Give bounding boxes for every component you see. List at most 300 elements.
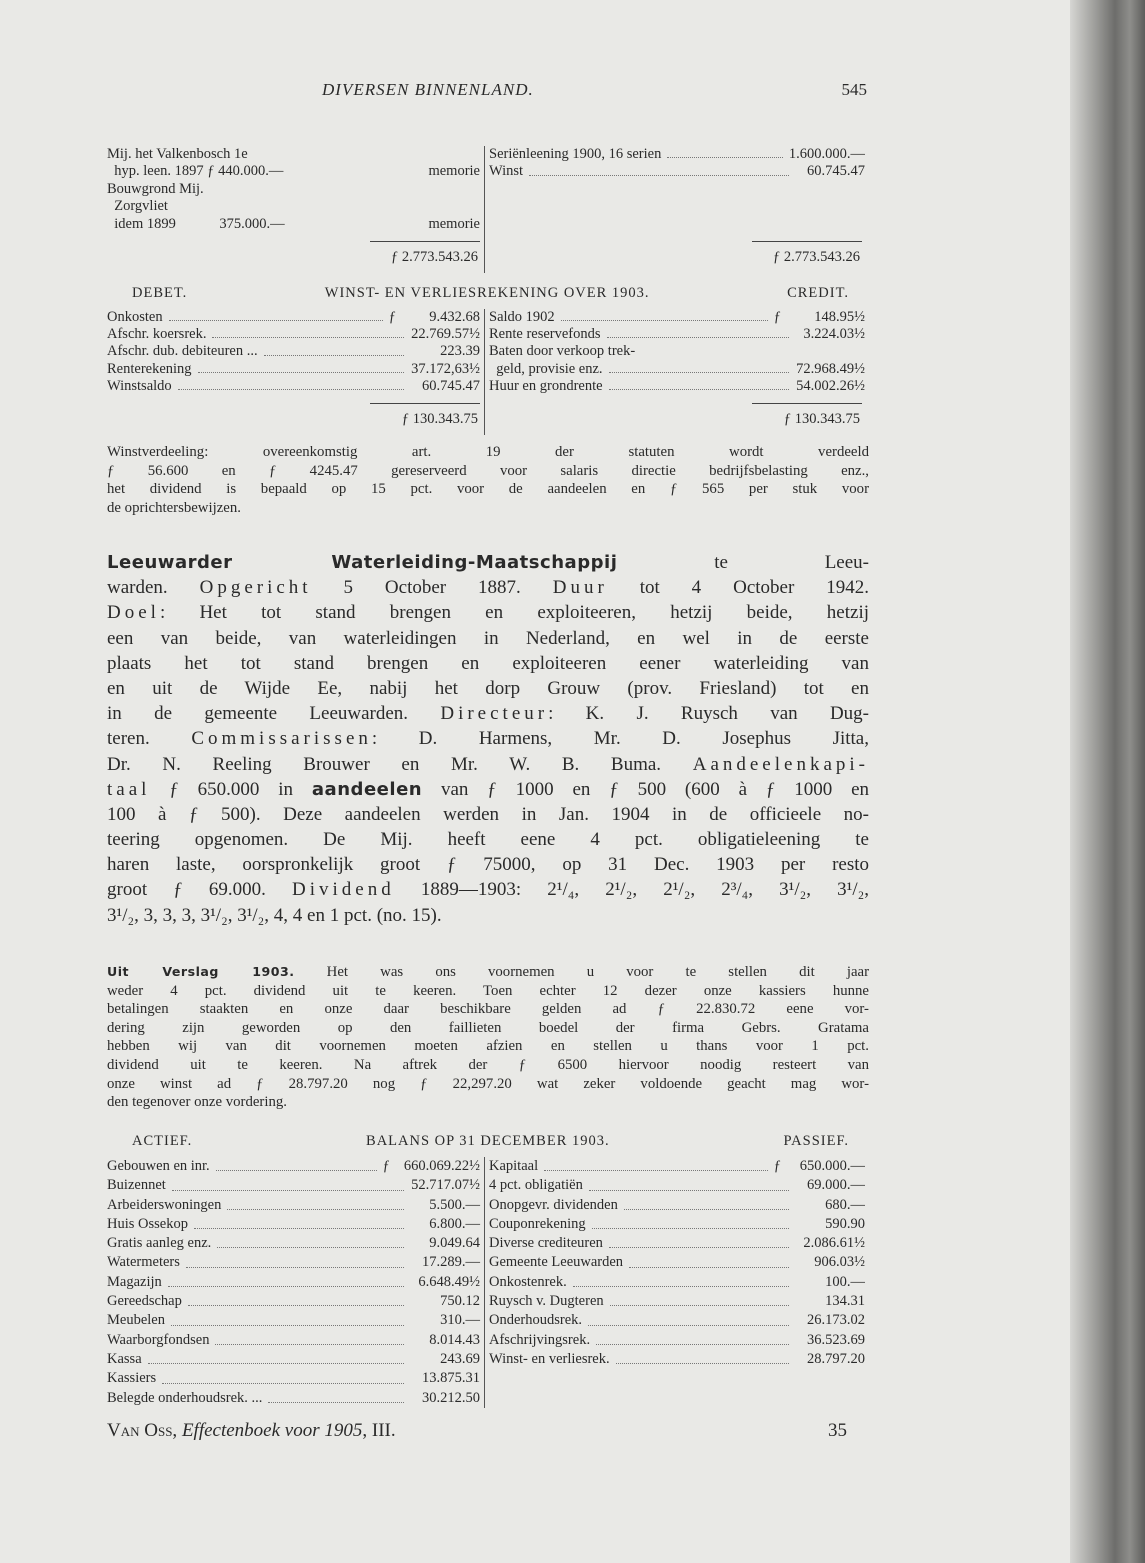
entry-amount: 36.523.69 — [807, 1331, 865, 1348]
text-line — [107, 827, 869, 852]
entry-label: Renterekening — [107, 360, 192, 377]
entry-label: Saldo 1902 — [489, 309, 555, 325]
text-run: het dividend is bepaald op 15 pct. voor de aandeelen en ƒ 565 per stuk voor — [107, 481, 869, 498]
dot-leader — [198, 361, 404, 373]
entry-amount: 28.797.20 — [807, 1350, 865, 1367]
entry-label: Waarborgfondsen — [107, 1331, 210, 1348]
dot-leader — [215, 1331, 404, 1345]
right-entry — [484, 1215, 865, 1234]
text-run: Winstverdeeling: overeenkomstig art. 19 der statuten wordt verdeeld — [107, 444, 869, 460]
footer-book-title: Effectenboek voor 1905 — [181, 1420, 363, 1441]
text-line — [107, 443, 869, 462]
left-entry — [107, 1292, 484, 1311]
right-entry — [484, 309, 865, 326]
text-run: : Het tot stand brengen en exploiteeren, hetzij beide, hetzij — [159, 602, 869, 624]
left-entry — [107, 1196, 484, 1215]
text-line — [107, 651, 869, 676]
entry-amount: 1.600.000.— — [788, 146, 865, 162]
dot-leader — [607, 326, 789, 338]
dot-leader — [596, 1331, 789, 1345]
entry-label: Onderhoudsrek. — [489, 1312, 583, 1329]
dot-leader — [148, 1350, 404, 1364]
table-row — [107, 1196, 869, 1215]
dot-leader — [561, 309, 768, 321]
text-run: plaats het tot stand brengen en exploiteeren eener waterleiding van — [107, 652, 869, 674]
entry-label: Baten door verkoop trek- — [489, 343, 636, 360]
text-run: : D. Harmens, Mr. D. Josephus Jitta, — [371, 728, 869, 750]
text-line — [107, 1075, 869, 1094]
text-run: 1889—1903: 2¹/₄, 2¹/₂, 2¹/₂, 2³/₄, 3¹/₂, 3¹/₂, — [394, 879, 870, 901]
table-row — [107, 1253, 869, 1272]
dot-leader — [212, 326, 404, 338]
right-header: CREDIT. — [787, 285, 849, 301]
total-cell — [484, 233, 866, 273]
text-run: dividend uit te keeren. Na aftrek der ƒ 6500 hiervoor noodig resteert van — [107, 1056, 869, 1073]
entry-amount: 148.95½ — [814, 309, 865, 325]
table-row — [107, 361, 869, 378]
bold-heading: Leeuwarder Waterleiding-Maatschappij — [107, 552, 618, 573]
dot-leader — [216, 1157, 377, 1171]
table-row — [107, 1234, 869, 1253]
right-entry — [484, 326, 865, 343]
right-entry — [484, 1157, 865, 1176]
table-row — [107, 1331, 869, 1350]
entry-label: Afschr. koersrek. — [107, 326, 207, 343]
text-line — [107, 480, 869, 499]
spaced-label: Dividend — [292, 879, 395, 901]
entry-amount: memorie — [428, 163, 480, 180]
entry-amount: 22.769.57½ — [411, 326, 480, 343]
book-binding-edge — [1070, 0, 1145, 1563]
right-entry — [484, 1389, 865, 1408]
table-title: BALANS OP 31 DECEMBER 1903. — [366, 1133, 610, 1149]
text-run: van ƒ 1000 en ƒ 500 (600 à ƒ 1000 en — [422, 778, 870, 800]
footer-volume: , III. — [362, 1420, 396, 1441]
text-run: warden. — [107, 577, 200, 599]
text-run: 5 October 1887. — [311, 577, 553, 599]
dot-leader — [573, 1273, 789, 1287]
left-entry — [107, 343, 484, 360]
text-run: in de gemeente Leeuwarden. — [107, 703, 441, 725]
entry-label: Buizennet — [107, 1177, 166, 1194]
right-entry — [484, 361, 865, 378]
dot-leader — [227, 1196, 404, 1210]
dot-leader — [178, 378, 404, 390]
total-amount: ƒ 130.343.75 — [401, 410, 478, 427]
left-entry — [107, 1369, 484, 1388]
text-run: hebben wij van dit voornemen moeten afzien en stellen u thans voor 1 pct. — [107, 1038, 869, 1055]
spacer — [489, 1389, 865, 1408]
entry-label: Winstsaldo — [107, 377, 172, 394]
text-line — [107, 726, 869, 751]
left-entry — [107, 1215, 484, 1234]
right-entry — [484, 163, 865, 180]
table-row — [107, 1273, 869, 1292]
profit-loss-table — [107, 285, 869, 435]
entry-amount: 134.31 — [825, 1293, 865, 1310]
spaced-label: Duur — [552, 577, 608, 599]
entry-label: Arbeiderswoningen — [107, 1196, 222, 1213]
currency-sign: ƒ — [388, 309, 396, 325]
left-entry — [107, 326, 484, 343]
text-line — [107, 1093, 869, 1112]
entry-label: Diverse crediteuren — [489, 1235, 603, 1252]
text-line — [107, 462, 869, 481]
entry-amount: 60.745.47 — [422, 377, 480, 394]
entry-label: Belegde onderhoudsrek. ... — [107, 1389, 263, 1406]
left-entry — [107, 361, 484, 378]
text-line — [107, 802, 869, 827]
company-entry-paragraph — [107, 550, 869, 928]
footer-author: Van Oss, — [107, 1420, 182, 1441]
entry-label: Winst — [489, 163, 524, 180]
entry-amount: 6.648.49½ — [418, 1273, 480, 1290]
spacer — [489, 198, 865, 215]
entry-label: Bouwgrond Mij. — [107, 180, 204, 197]
left-entry — [107, 1350, 484, 1369]
entry-label: idem 1899 375.000.— — [107, 215, 285, 232]
text-run: de oprichtersbewijzen. — [107, 499, 241, 516]
spacer — [248, 146, 480, 163]
entry-label: Rente reservefonds — [489, 326, 601, 343]
text-line — [107, 777, 869, 802]
table-heading — [107, 1133, 869, 1157]
left-entry — [107, 378, 484, 395]
dot-leader — [169, 309, 383, 321]
currency-sign: ƒ — [773, 309, 781, 325]
entry-amount: 54.002.26½ — [796, 377, 865, 394]
currency-sign: ƒ — [382, 1158, 390, 1174]
dot-leader — [610, 1292, 789, 1306]
entry-amount: 650.000.— — [799, 1158, 865, 1174]
total-amount: ƒ 130.343.75 — [783, 410, 860, 427]
dot-leader — [529, 163, 789, 175]
entry-amount: 5.500.— — [429, 1196, 480, 1213]
bold-heading: aandeelen — [311, 778, 423, 800]
entry-amount: 52.717.07½ — [411, 1177, 480, 1194]
text-run: : K. J. Ruysch van Dug- — [548, 703, 869, 725]
text-line — [107, 877, 869, 902]
totals-row — [107, 233, 869, 273]
text-line — [107, 499, 869, 518]
entry-label: Onopgevr. dividenden — [489, 1196, 618, 1213]
entry-label: Afschrijvingsrek. — [489, 1331, 591, 1348]
left-entry — [107, 146, 484, 163]
currency-sign: ƒ — [773, 1158, 781, 1174]
text-run: groot ƒ 69.000. — [107, 879, 292, 901]
entry-label: Kapitaal — [489, 1158, 539, 1174]
dot-leader — [544, 1157, 768, 1171]
right-header: PASSIEF. — [783, 1133, 849, 1149]
total-rule — [752, 403, 862, 404]
entry-amount: 310.— — [440, 1312, 480, 1329]
running-head — [107, 80, 867, 104]
table-row — [107, 1176, 869, 1195]
text-run: 3¹/₂, 3, 3, 3, 3¹/₂, 3¹/₂, 4, 4 en 1 pct. (no. 15). — [107, 904, 442, 926]
spacer — [285, 216, 410, 233]
spacer — [168, 198, 480, 215]
text-line — [107, 701, 869, 726]
spacer — [283, 163, 410, 180]
right-entry — [484, 198, 865, 215]
dot-leader — [186, 1253, 404, 1267]
left-entry — [107, 181, 484, 198]
text-line — [107, 676, 869, 701]
text-line — [107, 982, 869, 1001]
entry-label: Watermeters — [107, 1254, 180, 1271]
entry-amount: 30.212.50 — [422, 1389, 480, 1406]
right-entry — [484, 146, 865, 163]
left-entry — [107, 1157, 484, 1176]
text-run: ƒ 56.600 en ƒ 4245.47 gereserveerd voor salaris directie bedrijfsbelasting enz., — [107, 462, 869, 479]
dot-leader — [188, 1292, 404, 1306]
table-row — [107, 1215, 869, 1234]
entry-amount: 9.049.64 — [429, 1235, 480, 1252]
right-entry — [484, 343, 865, 360]
entry-amount: 2.086.61½ — [803, 1235, 865, 1252]
dot-leader — [162, 1369, 404, 1383]
entry-label: Gebouwen en inr. — [107, 1158, 210, 1174]
left-entry — [107, 1311, 484, 1330]
table-row — [107, 343, 869, 360]
entry-amount: 680.— — [825, 1196, 865, 1213]
entry-label: Kassa — [107, 1350, 142, 1367]
text-run: Dr. N. Reeling Brouwer en Mr. W. B. Buma. — [107, 753, 693, 775]
page-footer — [107, 1418, 847, 1444]
text-run: weder 4 pct. dividend uit te keeren. Toen echter 12 dezer onze kassiers hunne — [107, 982, 869, 999]
right-entry — [484, 1331, 865, 1350]
right-entry — [484, 1311, 865, 1330]
total-rule — [752, 241, 862, 242]
table-row — [107, 198, 869, 215]
entry-amount: 37.172,63½ — [411, 360, 480, 377]
text-line — [107, 600, 869, 625]
dot-leader — [171, 1311, 404, 1325]
text-run: 100 à ƒ 500). Deze aandeelen werden in Jan. 1904 in de officieele no- — [107, 803, 869, 825]
text-line — [107, 550, 869, 575]
entry-label: Winst- en verliesrek. — [489, 1350, 610, 1367]
text-run: haren laste, oorspronkelijk groot ƒ 75000, op 31 Dec. 1903 per resto — [107, 854, 869, 876]
text-run: en uit de Wijde Ee, nabij het dorp Grouw (prov. Friesland) tot en — [107, 677, 869, 699]
entry-amount: 26.173.02 — [807, 1312, 865, 1329]
entry-amount: 590.90 — [825, 1215, 865, 1232]
entry-amount: 243.69 — [440, 1350, 480, 1367]
left-header: ACTIEF. — [132, 1133, 193, 1149]
table-row — [107, 146, 869, 163]
entry-label: Seriënleening 1900, 16 serien — [489, 146, 662, 162]
right-entry — [484, 1369, 865, 1388]
dot-leader — [592, 1215, 789, 1229]
total-cell — [107, 233, 484, 273]
dot-leader — [629, 1253, 789, 1267]
entry-amount: 69.000.— — [807, 1177, 865, 1194]
entry-label: 4 pct. obligatiën — [489, 1177, 583, 1194]
entry-label: geld, provisie enz. — [489, 360, 603, 377]
spaced-label: Directeur — [440, 703, 549, 725]
entry-label: Gemeente Leeuwarden — [489, 1254, 624, 1271]
dot-leader — [616, 1350, 789, 1364]
entry-label: Gereedschap — [107, 1293, 182, 1310]
entry-amount: 13.875.31 — [422, 1370, 480, 1387]
entry-label: Afschr. dub. debiteuren ... — [107, 343, 258, 360]
dot-leader — [588, 1311, 789, 1325]
entry-label: Huur en grondrente — [489, 377, 603, 394]
text-line — [107, 752, 869, 777]
dot-leader — [624, 1196, 789, 1210]
spacer — [635, 343, 865, 360]
text-line — [107, 1000, 869, 1019]
text-run: den tegenover onze vordering. — [107, 1094, 287, 1111]
entry-label: Zorgvliet — [107, 198, 168, 215]
spaced-label: taal — [107, 778, 151, 800]
text-line — [107, 575, 869, 600]
right-entry — [484, 181, 865, 198]
text-line — [107, 1056, 869, 1075]
entry-label: Kassiers — [107, 1370, 157, 1387]
table-row — [107, 378, 869, 395]
right-entry — [484, 1273, 865, 1292]
entry-label: Couponrekening — [489, 1215, 586, 1232]
table-row — [107, 163, 869, 180]
left-entry — [107, 1331, 484, 1350]
left-entry — [107, 163, 484, 180]
text-line — [107, 963, 869, 982]
entry-amount: 750.12 — [440, 1293, 480, 1310]
text-run: een van beide, van waterleidingen in Nederland, en wel in de eerste — [107, 627, 869, 649]
table-row — [107, 1389, 869, 1408]
total-amount: ƒ 2.773.543.26 — [773, 248, 860, 265]
table-row — [107, 1369, 869, 1388]
entry-label: hyp. leen. 1897 ƒ 440.000.— — [107, 163, 284, 180]
entry-amount: memorie — [428, 215, 480, 232]
entry-label: Meubelen — [107, 1312, 165, 1329]
left-entry — [107, 1176, 484, 1195]
total-amount: ƒ 2.773.543.26 — [391, 248, 478, 265]
dot-leader — [609, 1234, 789, 1248]
left-header: DEBET. — [132, 285, 188, 301]
spaced-label: Aandeelenkapi- — [692, 753, 869, 775]
footer-sheet-number: 35 — [828, 1420, 847, 1441]
text-line — [107, 852, 869, 877]
table-row — [107, 309, 869, 326]
entry-amount: 100.— — [825, 1273, 865, 1290]
text-run: onze winst ad ƒ 28.797.20 nog ƒ 22,297.20 wat zeker voldoende geacht mag wor- — [107, 1075, 869, 1092]
dot-leader — [609, 378, 789, 390]
right-entry — [484, 1253, 865, 1272]
verslag-paragraph — [107, 963, 869, 1112]
entry-amount: 906.03½ — [814, 1254, 865, 1271]
table-heading — [107, 285, 869, 309]
spaced-label: Doel — [107, 602, 160, 624]
spaced-label: Commissarissen — [191, 728, 372, 750]
left-entry — [107, 198, 484, 215]
dot-leader — [217, 1234, 404, 1248]
spacer — [204, 181, 480, 198]
spacer — [489, 181, 865, 198]
table-row — [107, 1292, 869, 1311]
table-row — [107, 326, 869, 343]
spaced-label: Opgericht — [199, 577, 312, 599]
right-entry — [484, 1196, 865, 1215]
right-entry — [484, 216, 865, 233]
dot-leader — [609, 361, 789, 373]
text-run: teren. — [107, 728, 192, 750]
text-run: Het was ons voornemen u voor te stellen dit jaar — [294, 964, 870, 980]
left-entry — [107, 1234, 484, 1253]
total-rule — [370, 241, 480, 242]
spacer — [489, 1369, 865, 1388]
balance-1903-table — [107, 1133, 869, 1408]
entry-amount: 3.224.03½ — [803, 326, 865, 343]
entry-amount: 223.39 — [440, 343, 480, 360]
dot-leader — [268, 1389, 404, 1403]
text-line — [107, 626, 869, 651]
spacer — [489, 216, 865, 233]
text-line — [107, 903, 869, 928]
left-entry — [107, 309, 484, 326]
entry-amount: 60.745.47 — [807, 163, 865, 180]
entry-label: Mij. het Valkenbosch 1e — [107, 146, 248, 162]
entry-label: Ruysch v. Dugteren — [489, 1293, 604, 1310]
entry-amount: 6.800.— — [429, 1215, 480, 1232]
text-run: tot 4 October 1942. — [607, 577, 869, 599]
dot-leader — [172, 1176, 404, 1190]
total-rule — [370, 403, 480, 404]
entry-amount: 72.968.49½ — [796, 360, 865, 377]
right-entry — [484, 1176, 865, 1195]
dot-leader — [264, 343, 404, 355]
text-line — [107, 1037, 869, 1056]
right-entry — [484, 1350, 865, 1369]
text-run: betalingen staakten en onze daar beschikbare gelden ad ƒ 22.830.72 eene vor- — [107, 1001, 869, 1018]
text-run: ƒ 650.000 in — [150, 778, 312, 800]
balance-continued-table — [107, 146, 869, 273]
entry-label: Huis Ossekop — [107, 1215, 188, 1232]
table-row — [107, 1311, 869, 1330]
right-entry — [484, 1292, 865, 1311]
dot-leader — [168, 1273, 404, 1287]
entry-label: Gratis aanleg enz. — [107, 1235, 212, 1252]
table-row — [107, 181, 869, 198]
running-head-title: DIVERSEN BINNENLAND. — [322, 80, 534, 99]
text-run: dering zijn geworden op den faillieten boedel der firma Gebrs. Gratama — [107, 1019, 869, 1036]
entry-label: Onkostenrek. — [489, 1273, 567, 1290]
entry-amount: 9.432.68 — [429, 309, 480, 325]
totals-row — [107, 395, 869, 435]
table-row — [107, 1157, 869, 1176]
table-row — [107, 1350, 869, 1369]
table-title: WINST- EN VERLIESREKENING OVER 1903. — [324, 285, 650, 301]
winstverdeeling-paragraph — [107, 443, 869, 517]
left-entry — [107, 1253, 484, 1272]
text-run: te Leeu- — [617, 552, 869, 573]
right-entry — [484, 1234, 865, 1253]
dot-leader — [589, 1176, 789, 1190]
dot-leader — [667, 146, 783, 158]
text-run: teering opgenomen. De Mij. heeft eene 4 pct. obligatieleening te — [107, 829, 869, 851]
total-cell — [484, 395, 866, 435]
table-row — [107, 216, 869, 233]
bold-heading: Uit Verslag 1903. — [107, 964, 295, 979]
entry-label: Onkosten — [107, 309, 163, 325]
dot-leader — [194, 1215, 404, 1229]
entry-label: Magazijn — [107, 1273, 162, 1290]
text-line — [107, 1019, 869, 1038]
page-number: 545 — [841, 80, 867, 99]
left-entry — [107, 1389, 484, 1408]
left-entry — [107, 1273, 484, 1292]
entry-amount: 17.289.— — [422, 1254, 480, 1271]
